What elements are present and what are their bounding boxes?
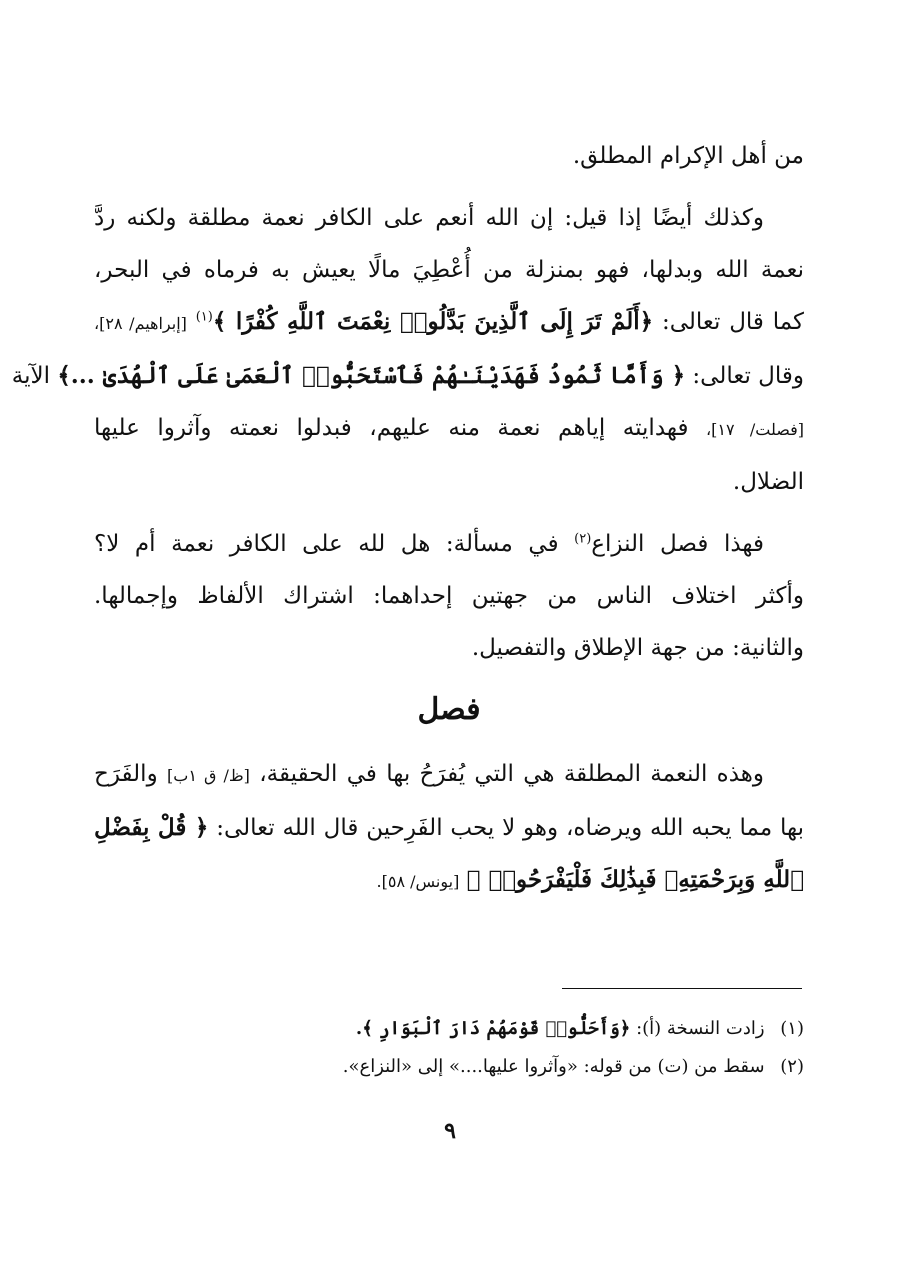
footnotes [94, 1010, 804, 1086]
text-segment: الآية [11, 363, 50, 389]
text-line: من أهل الإكرام المطلق. [572, 143, 804, 169]
text-line: نعمة الله وبدلها، فهو بمنزلة من أُعْطِيَ مالًا يعيش به فرماه في البحر، [94, 257, 804, 283]
text-segment: فهدايته إياهم نعمة منه عليهم، فبدلوا نعمته وآثروا عليها [94, 415, 689, 441]
text-line [94, 802, 804, 854]
footnote-item [94, 1048, 804, 1086]
text-segment: وقال تعالى: [692, 363, 804, 389]
text-segment: بها مما يحبه الله ويرضاه، وهو لا يحب الفَرِحين قال الله تعالى: [216, 815, 805, 841]
text-segment: فهذا فصل النزاع [591, 531, 765, 557]
quran-verse: ﴿ وَأَمَّا ثَمُودُ فَهَدَيْنَـٰهُمْ فَٱسْتَحَبُّوا۟ ٱلْعَمَىٰ عَلَى ٱلْهُدَىٰ ...﴾ [57, 362, 686, 389]
text-line [94, 296, 804, 350]
section-heading: فصل [417, 692, 481, 727]
text-line [94, 748, 804, 802]
text-line: والثانية: من جهة الإطلاق والتفصيل. [471, 635, 804, 661]
text-line: الضلال. [732, 469, 804, 495]
footnote-marker: (١) [195, 309, 213, 325]
quran-verse: ﴿وَأَحَلُّوا۟ قَوْمَهُمْ دَارَ ٱلْبَوَارِ ﴾. [355, 1018, 631, 1039]
page-body [11, 130, 805, 908]
paragraph-1 [94, 130, 804, 182]
verse-reference: [يونس/ ٥٨]. [376, 872, 460, 891]
verse-reference: [فصلت/ ١٧]، [706, 420, 805, 439]
text-segment: وهذه النعمة المطلقة هي التي يُفرَحُ بها في الحقيقة، [259, 761, 765, 787]
quran-verse: ٱللَّهِ وَبِرَحْمَتِهِۦ فَبِذَٰلِكَ فَلْيَفْرَحُوا۟ ﴾ [466, 866, 804, 893]
text-line [94, 854, 804, 908]
text-line [94, 402, 804, 456]
footnote-marker: (٢) [574, 531, 592, 547]
quran-verse: ﴿ قُلْ بِفَضْلِ [94, 814, 209, 841]
text-segment: في مسألة: هل لله على الكافر نعمة أم لا؟ [94, 531, 559, 557]
footnote-text: سقط من (ت) من قوله: «وآثروا عليها....» إلى «النزاع». [342, 1056, 765, 1077]
paragraph-3 [94, 518, 804, 674]
text-line [94, 518, 804, 570]
footnote-item [94, 1010, 804, 1048]
manuscript-reference: [ظ/ ق ١ب] [167, 766, 250, 785]
page-number: ٩ [444, 1118, 456, 1144]
footnote-number: (٢) [780, 1056, 804, 1077]
footnote-text: زادت النسخة (أ): [636, 1018, 765, 1039]
text-segment: والفَرَح [94, 761, 158, 787]
quran-verse: ﴿أَلَمْ تَرَ إِلَى ٱلَّذِينَ بَدَّلُوا۟ نِعْمَتَ ٱللَّهِ كُفْرًا ﴾ [212, 308, 654, 335]
text-segment: كما قال تعالى: [661, 309, 804, 335]
text-line: وكذلك أيضًا إذا قيل: إن الله أنعم على الكافر نعمة مطلقة ولكنه ردَّ [94, 205, 764, 231]
footnote-number: (١) [780, 1018, 804, 1039]
verse-reference: [إبراهيم/ ٢٨]، [94, 314, 187, 333]
paragraph-2 [11, 192, 805, 508]
text-line [11, 350, 804, 402]
text-line: وأكثر اختلاف الناس من جهتين إحداهما: اشتراك الألفاظ وإجمالها. [94, 583, 804, 609]
footnote-divider [562, 988, 802, 989]
paragraph-4 [94, 748, 804, 908]
